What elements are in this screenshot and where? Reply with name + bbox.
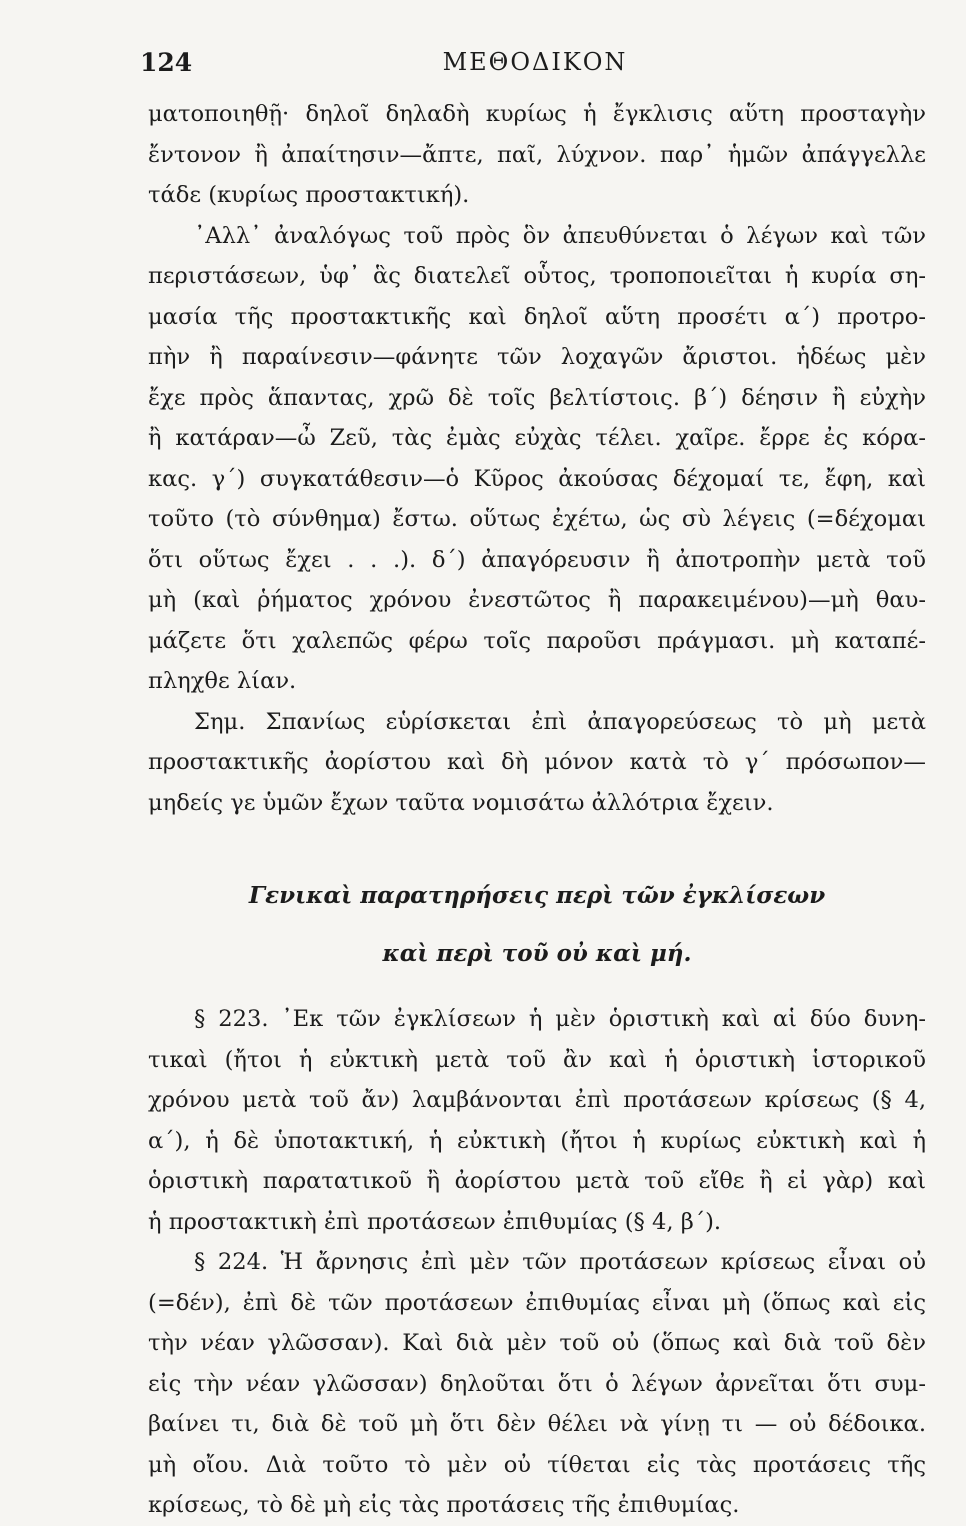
page-number: 124 <box>140 48 193 77</box>
note-line: Σημ. Σπανίως εὑρίσκεται ἐπὶ ἀπαγορεύσεως τὸ μὴ μετὰ <box>194 708 926 735</box>
section-heading: Γενικαὶ παρατηρήσεις περὶ τῶν ἐγκλίσεων <box>248 882 826 909</box>
note-line: μηδείς γε ὑμῶν ἔχων ταῦτα νομισάτω ἀλλότρια ἔχειν. <box>148 789 774 816</box>
section-heading-line-2: καὶ περὶ τοῦ οὐ καὶ μή. <box>382 940 692 967</box>
paragraph-223-line: § 223. ᾽Εκ τῶν ἐγκλίσεων ἡ μὲν ὁριστικὴ καὶ αἱ δύο δυνη- <box>194 1006 926 1032</box>
note-line: προστακτικῆς ἀορίστου καὶ δὴ μόνον κατὰ τὸ γ΄ πρόσωπον— <box>148 749 926 775</box>
paragraph-223-line: χρόνου μετὰ τοῦ ἄν) λαμβάνονται ἐπὶ προτάσεων κρίσεως (§ 4, <box>148 1087 926 1113</box>
spacer <box>148 983 926 999</box>
paragraph-224-line: κρίσεως, τὸ δὲ μὴ εἰς τὰς προτάσεις τῆς ἐπιθυμίας. <box>148 1492 740 1518</box>
spacer <box>148 823 926 867</box>
text-line: ματοποιηθῇ· δηλοῖ δηλαδὴ κυρίως ἡ ἔγκλισις αὕτη προσταγὴν <box>148 101 926 127</box>
paragraph-224-line: εἰς τὴν νέαν γλῶσσαν) δηλοῦται ὅτι ὁ λέγων ἀρνεῖται ὅτι συμ- <box>148 1370 926 1397</box>
page-header <box>140 48 930 88</box>
paragraph-224-line: § 224. Ἡ ἄρνησις ἐπὶ μὲν τῶν προτάσεων κρίσεως εἶναι οὐ <box>194 1249 926 1275</box>
paragraph-223-line: τικαὶ (ἤτοι ἡ εὐκτικὴ μετὰ τοῦ ἂν καὶ ἡ ὁριστικὴ ἱστορικοῦ <box>148 1046 926 1073</box>
text-line: μασία τῆς προστακτικῆς καὶ δηλοῖ αὕτη προσέτι α΄) προτρο- <box>148 303 926 330</box>
text-line: κας. γ΄) συγκατάθεσιν—ὁ Κῦρος ἀκούσας δέχομαί τε, ἔφη, καὶ <box>148 465 926 492</box>
paragraph-223-line: ἡ προστακτικὴ ἐπὶ προτάσεων ἐπιθυμίας (§ 4, β΄). <box>148 1208 722 1235</box>
text-line: περιστάσεων, ὑφ᾽ ἃς διατελεῖ οὗτος, τροποποιεῖται ἡ κυρία ση- <box>148 263 926 289</box>
paragraph-223-line: α΄), ἡ δὲ ὑποτακτική, ἡ εὐκτικὴ (ἤτοι ἡ κυρίως εὐκτικὴ καὶ ἡ <box>148 1127 926 1154</box>
text-line: τάδε (κυρίως προστακτική). <box>148 182 470 208</box>
text-line: πληχθε λίαν. <box>148 668 297 694</box>
text-line: μὴ (καὶ ῥήματος χρόνου ἐνεστῶτος ἢ παρακειμένου)—μὴ θαυ- <box>148 587 926 613</box>
text-line: ἢ κατάραν—ὦ Ζεῦ, τὰς ἐμὰς εὐχὰς τέλει. χαῖρε. ἔρρε ἐς κόρα- <box>148 425 926 451</box>
text-line: ἔχε πρὸς ἅπαντας, χρῶ δὲ τοῖς βελτίστοις. β΄) δέησιν ἢ εὐχὴν <box>148 384 926 411</box>
paragraph-223-line: ὁριστικὴ παρατατικοῦ ἢ ἀορίστου μετὰ τοῦ εἴθε ἢ εἰ γὰρ) καὶ <box>148 1168 926 1194</box>
body-text <box>148 94 926 1526</box>
text-line: μάζετε ὅτι χαλεπῶς φέρω τοῖς παροῦσι πράγμασι. μὴ καταπέ- <box>148 627 926 654</box>
text-line: ὅτι οὕτως ἔχει . . .). δ΄) ἀπαγόρευσιν ἢ ἀποτροπὴν μετὰ τοῦ <box>148 546 926 573</box>
text-line: ᾽Αλλ᾽ ἀναλόγως τοῦ πρὸς ὃν ἀπευθύνεται ὁ λέγων καὶ τῶν <box>194 222 926 249</box>
text-line: πὴν ἢ παραίνεσιν—φάνητε τῶν λοχαγῶν ἄριστοι. ἡδέως μὲν <box>148 344 926 370</box>
text-line: τοῦτο (τὸ σύνθημα) ἔστω. οὕτως ἐχέτω, ὡς σὺ λέγεις (=δέχομαι <box>148 506 926 532</box>
paragraph-224-line: (=δέν), ἐπὶ δὲ τῶν προτάσεων ἐπιθυμίας εἶναι μὴ (ὅπως καὶ εἰς <box>148 1289 926 1316</box>
paragraph-224-line: μὴ οἴου. Διὰ τοῦτο τὸ μὲν οὐ τίθεται εἰς τὰς προτάσεις τῆς <box>148 1451 926 1478</box>
paragraph-224-line: τὴν νέαν γλῶσσαν). Καὶ διὰ μὲν τοῦ οὐ (ὅπως καὶ διὰ τοῦ δὲν <box>148 1330 926 1356</box>
text-line: ἔντονον ἢ ἀπαίτησιν—ἄπτε, παῖ, λύχνον. παρ᾽ ἡμῶν ἀπάγγελλε <box>148 141 926 168</box>
running-head: ΜΕΘΟΔΙΚΟΝ <box>442 48 628 76</box>
paragraph-224-line: βαίνει τι, διὰ δὲ τοῦ μὴ ὅτι δὲν θέλει νὰ γίνῃ τι — οὐ δέδοικα. <box>148 1411 926 1437</box>
